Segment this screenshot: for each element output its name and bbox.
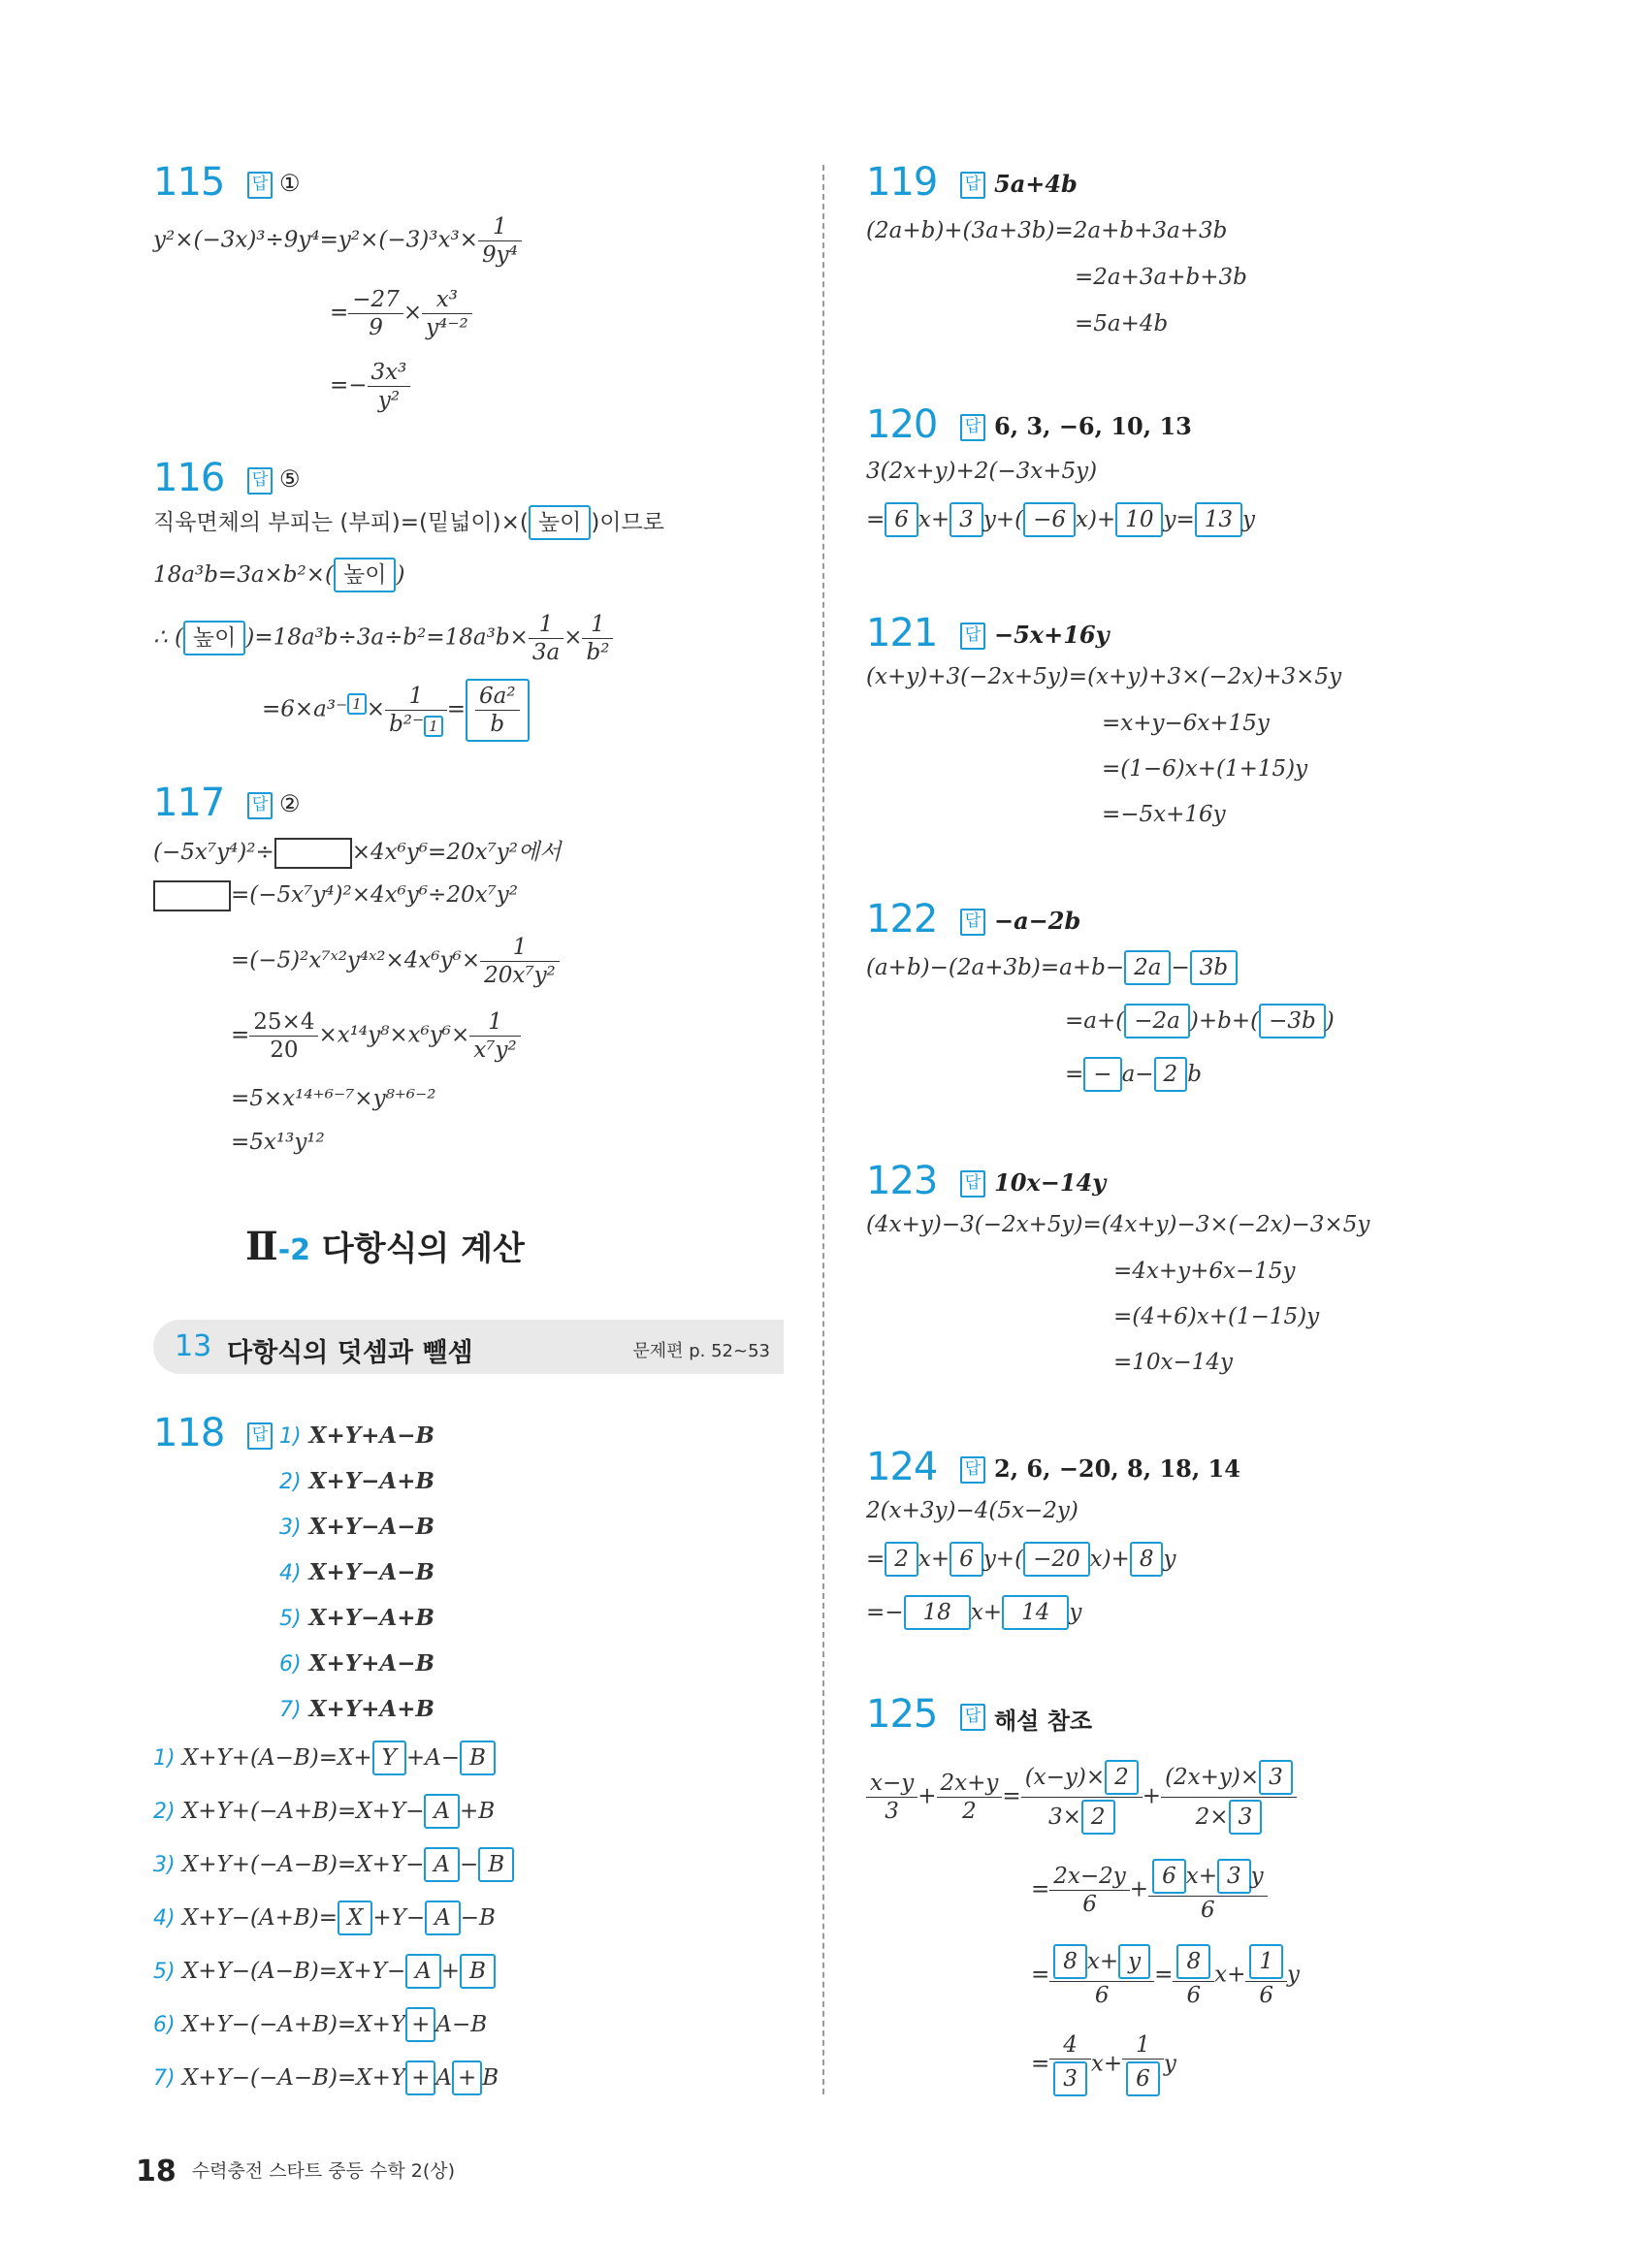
answer-box: A — [424, 1794, 460, 1829]
answer-badge: 답 — [960, 1456, 985, 1484]
solution-line — [153, 1954, 496, 1989]
answer-badge: 답 — [960, 623, 985, 650]
expr: + — [1142, 1783, 1162, 1809]
solution-line — [330, 359, 410, 414]
item-number: 5) — [153, 1960, 176, 1984]
solution-line — [1031, 2031, 1176, 2098]
expr: X+Y+(−A+B)=X+Y− — [181, 1799, 425, 1824]
unit-number: 13 — [175, 1329, 212, 1363]
problem-number: 123 — [866, 1159, 938, 1203]
answer-box: A — [425, 1901, 461, 1935]
solution-line — [153, 1901, 496, 1935]
solution-line — [153, 213, 522, 269]
frac-bottom: 3a — [531, 640, 561, 665]
frac-top: 2x+y — [937, 1770, 1003, 1798]
expr: × — [563, 624, 583, 651]
expr: b — [1187, 1062, 1202, 1087]
page-number: 18 — [136, 2155, 177, 2188]
answer-box: −20 — [1023, 1542, 1090, 1577]
solution-line — [866, 1542, 1175, 1577]
frac-top — [1021, 1758, 1143, 1798]
answer-item — [279, 1605, 435, 1631]
expr: ) — [1325, 1008, 1335, 1034]
solution-line: =(1−6)x+(1+15)y — [1102, 756, 1308, 782]
answer-box: 높이 — [334, 558, 396, 592]
item-value: X+Y+A−B — [308, 1422, 435, 1449]
expr: × — [366, 696, 386, 722]
item-number: 3) — [279, 1516, 302, 1540]
item-number: 7) — [279, 1698, 302, 1722]
expr: x+ — [1086, 1949, 1119, 1974]
column-divider — [822, 165, 824, 2094]
text: 직육면체의 부피는 (부피)=(밑넓이)×( — [153, 510, 529, 535]
solution-line: =(4+6)x+(1−15)y — [1113, 1304, 1320, 1329]
answer-box: 2 — [885, 1542, 918, 1577]
solution-line: (x+y)+3(−2x+5y)=(x+y)+3×(−2x)+3×5y — [866, 664, 1342, 689]
answer-box: 3 — [950, 502, 983, 537]
answer-box: A — [405, 1954, 441, 1989]
expr: y+( — [982, 507, 1024, 532]
frac-top: 1 — [478, 213, 522, 241]
expr: +B — [460, 1799, 496, 1824]
frac-bottom: b² — [586, 640, 610, 665]
problem-number: 117 — [153, 781, 225, 825]
answer-badge: 답 — [960, 1170, 985, 1198]
answer-item — [279, 1468, 435, 1494]
expr: 3× — [1047, 1805, 1081, 1830]
frac-bottom: 3 — [885, 1799, 899, 1824]
expr: ) — [396, 562, 405, 588]
answer-box: + — [405, 2060, 435, 2095]
solution-line: (2a+b)+(3a+3b)=2a+b+3a+3b — [866, 218, 1228, 243]
unit-bar — [153, 1320, 784, 1374]
answer-box: 18 — [904, 1595, 971, 1630]
solution-line — [153, 2007, 487, 2042]
solution-line — [153, 880, 518, 911]
frac-bottom: 6 — [1259, 1983, 1273, 2008]
frac-bottom — [1122, 2060, 1164, 2098]
expr: x+ — [1185, 1864, 1217, 1889]
item-number: 2) — [279, 1470, 302, 1494]
solution-line — [330, 286, 472, 341]
expr: X+Y−(−A+B)=X+Y — [181, 2012, 406, 2037]
problem-number: 125 — [866, 1692, 938, 1737]
item-number: 5) — [279, 1607, 302, 1631]
frac-top — [1049, 1942, 1154, 1982]
solution-line — [153, 1794, 495, 1829]
solution-line: 3(2x+y)+2(−3x+5y) — [866, 459, 1098, 484]
frac-top — [1161, 1758, 1297, 1798]
expr: x+ — [918, 507, 950, 532]
frac-bottom: 6 — [1082, 1892, 1097, 1917]
expr: −B — [460, 1905, 496, 1931]
answer-box: 6 — [1126, 2061, 1160, 2096]
expr: =(−5x⁷y⁴)²×4x⁶y⁶÷20x⁷y² — [231, 882, 519, 908]
answer-box: 3 — [1229, 1800, 1263, 1835]
frac-bottom: x⁷y² — [473, 1038, 517, 1063]
answer-box: 2 — [1105, 1760, 1139, 1795]
expr: X+Y+(A−B)=X+ — [181, 1745, 372, 1771]
answer-box: 6 — [1152, 1859, 1186, 1894]
frac-bottom — [1049, 2060, 1091, 2098]
answer-box: 8 — [1053, 1944, 1087, 1979]
item-number: 1) — [279, 1424, 302, 1449]
answer-box: 10 — [1115, 502, 1163, 537]
solution-line — [866, 950, 1238, 985]
frac-top: −27 — [348, 286, 403, 314]
answer-badge: 답 — [247, 172, 273, 199]
answer: ⑤ — [279, 465, 301, 493]
problem-number: 116 — [153, 456, 225, 500]
answer-box: 1 — [347, 693, 367, 715]
expr: X+Y−(A−B)=X+Y− — [181, 1959, 406, 1984]
answer-box: 1 — [1249, 1944, 1283, 1979]
answer: 2, 6, −20, 8, 18, 14 — [994, 1454, 1240, 1483]
solution-line — [866, 502, 1255, 537]
answer-badge: 답 — [247, 792, 273, 819]
expr: = — [866, 1547, 885, 1572]
frac-bottom: 20 — [270, 1038, 299, 1063]
expr: = — [866, 507, 885, 532]
expr: )+b+( — [1189, 1008, 1260, 1034]
solution-line — [231, 1008, 521, 1064]
answer: 6, 3, −6, 10, 13 — [994, 412, 1192, 440]
item-value: X+Y−A−B — [308, 1514, 435, 1540]
expr: × — [402, 300, 423, 326]
frac-top: 25×4 — [249, 1008, 318, 1037]
answer-badge: 답 — [247, 1422, 273, 1450]
frac-top: 4 — [1049, 2031, 1091, 2060]
item-number: 3) — [153, 1853, 176, 1877]
answer-box: Y — [372, 1741, 406, 1775]
solution-line: =2a+3a+b+3b — [1075, 265, 1247, 290]
problem-number: 120 — [866, 402, 938, 447]
expr: x)+ — [1075, 507, 1116, 532]
solution-line — [1031, 1942, 1300, 2009]
item-number: 4) — [153, 1906, 176, 1931]
expr: + — [440, 1959, 461, 1984]
expr: (a+b)−(2a+3b)=a+b− — [866, 955, 1125, 980]
frac-bottom: y⁴⁻² — [426, 315, 468, 340]
item-value: X+Y−A+B — [308, 1605, 435, 1631]
answer-box: 높이 — [183, 621, 245, 655]
solution-line — [1065, 1057, 1202, 1092]
frac-bottom: 2 — [962, 1799, 977, 1824]
answer-item — [279, 1422, 435, 1449]
expr: +A− — [405, 1745, 460, 1771]
frac-top — [1148, 1857, 1268, 1897]
frac-top: 1 — [529, 611, 563, 639]
frac-bottom: 9 — [369, 315, 383, 340]
answer-box: B — [460, 1741, 496, 1775]
text: )이므로 — [591, 510, 664, 535]
item-value: X+Y+A+B — [308, 1696, 435, 1722]
answer-box: 2 — [1081, 1800, 1115, 1835]
section-roman: Ⅱ — [245, 1224, 278, 1269]
answer-box: A — [424, 1847, 460, 1882]
problem-number: 121 — [866, 611, 938, 655]
frac-top: 1 — [480, 934, 560, 962]
frac-bottom: 6 — [1186, 1983, 1202, 2008]
problem-number: 124 — [866, 1445, 938, 1489]
solution-line: =5x¹³y¹² — [231, 1130, 325, 1155]
answer-box: 높이 — [529, 505, 591, 540]
problem-number: 119 — [866, 160, 938, 205]
solution-line — [866, 1595, 1081, 1630]
frac-top: 3x³ — [368, 359, 411, 387]
answer-item — [279, 1696, 435, 1722]
unit-pages: 문제편 p. 52~53 — [632, 1341, 770, 1361]
frac-bottom: 20x⁷y² — [484, 963, 556, 988]
expr: = — [231, 1022, 250, 1048]
expr: =6×a³⁻ — [262, 696, 348, 722]
answer-badge: 답 — [960, 909, 985, 936]
item-value: X+Y+A−B — [308, 1650, 435, 1677]
frac-top: 1 — [469, 1008, 520, 1037]
expr: 2× — [1195, 1805, 1229, 1830]
answer-item — [279, 1559, 435, 1585]
problem-number: 115 — [153, 160, 225, 205]
expr: ∴ ( — [153, 624, 183, 651]
answer-box — [466, 679, 530, 742]
frac-top: 6a² — [475, 683, 520, 711]
frac-bottom: b — [490, 712, 505, 737]
expr: x+ — [970, 1600, 1003, 1625]
answer-box: −3b — [1259, 1004, 1326, 1038]
expr: − — [460, 1852, 479, 1877]
solution-line — [231, 934, 560, 989]
expr: x+ — [918, 1547, 950, 1572]
expr: =(−5)²x⁷ˣ²y⁴ˣ²×4x⁶y⁶× — [231, 947, 481, 974]
frac-top: 1 — [582, 611, 613, 639]
answer-box: B — [460, 1954, 496, 1989]
frac-bottom — [385, 711, 447, 738]
section-title-text: 다항식의 계산 — [321, 1230, 525, 1268]
solution-line — [153, 558, 404, 592]
frac-bottom: 9y⁴ — [481, 242, 518, 268]
expr: a− — [1121, 1062, 1154, 1087]
answer: ② — [279, 790, 301, 817]
expr: A−B — [435, 2012, 488, 2037]
answer-box: 13 — [1195, 502, 1242, 537]
expr: (x−y)× — [1024, 1765, 1106, 1790]
expr: B — [482, 2065, 499, 2091]
frac-top: 1 — [1122, 2031, 1164, 2060]
answer-box: − — [1083, 1057, 1121, 1092]
expr: A — [435, 2065, 453, 2091]
answer: −5x+16y — [994, 621, 1110, 649]
expr: x+ — [1214, 1962, 1246, 1988]
expr: + — [1129, 1876, 1149, 1902]
expr: ×4x⁶y⁶=20x⁷y²에서 — [351, 840, 562, 865]
expr: y — [1069, 1600, 1082, 1625]
blank-box — [274, 838, 352, 869]
expr: = — [446, 696, 466, 722]
expr: X+Y+(−A−B)=X+Y− — [181, 1852, 425, 1877]
book-title: 수력충전 스타트 중등 수학 2(상) — [191, 2160, 456, 2182]
expr: ×x¹⁴y⁸×x⁶y⁶× — [318, 1022, 470, 1048]
answer-box: 3 — [1053, 2061, 1087, 2096]
expr: y — [1163, 2051, 1176, 2077]
solution-line — [153, 2060, 499, 2095]
answer-item — [279, 1514, 435, 1540]
answer-box: 3 — [1259, 1760, 1293, 1795]
expr: y — [1242, 507, 1256, 532]
frac-bottom — [1021, 1798, 1143, 1837]
answer-box: y — [1118, 1944, 1150, 1979]
item-value: X+Y−A+B — [308, 1468, 435, 1494]
expr: )=18a³b÷3a÷b²=18a³b× — [245, 624, 529, 651]
item-number: 1) — [153, 1746, 176, 1771]
answer-badge: 답 — [960, 414, 985, 441]
expr: y= — [1163, 507, 1195, 532]
frac-top: 2x−2y — [1049, 1863, 1130, 1891]
blank-box — [153, 880, 231, 911]
answer-box: 3b — [1190, 950, 1238, 985]
expr: y — [1163, 1547, 1176, 1572]
answer-box: 14 — [1002, 1595, 1069, 1630]
solution-line: =5a+4b — [1075, 311, 1169, 336]
expr: x+ — [1090, 2051, 1123, 2077]
solution-line: (4x+y)−3(−2x+5y)=(4x+y)−3×(−2x)−3×5y — [866, 1212, 1370, 1237]
item-number: 2) — [153, 1800, 176, 1824]
solution-line: =5×x¹⁴⁺⁶⁻⁷×y⁸⁺⁶⁻² — [231, 1086, 436, 1111]
solution-line — [153, 1847, 514, 1882]
expr: X+Y−(A+B)= — [181, 1905, 338, 1931]
frac-top: x³ — [422, 286, 472, 314]
solution-line: =4x+y+6x−15y — [1113, 1259, 1296, 1284]
answer: 10x−14y — [994, 1168, 1107, 1197]
expr: + — [918, 1783, 937, 1809]
expr: y — [1286, 1962, 1300, 1988]
solution-line: =10x−14y — [1113, 1350, 1234, 1375]
item-number: 4) — [279, 1561, 302, 1585]
frac-bottom: 6 — [1201, 1898, 1215, 1923]
frac-bottom: y² — [377, 388, 401, 413]
expr: X+Y−(−A−B)=X+Y — [181, 2065, 406, 2091]
problem-number: 122 — [866, 897, 938, 942]
expr: = — [1031, 1962, 1050, 1988]
answer-box: 8 — [1130, 1542, 1164, 1577]
answer-box: B — [478, 1847, 514, 1882]
answer-box: 6 — [950, 1542, 983, 1577]
expr: =− — [330, 372, 368, 399]
frac-top — [1173, 1942, 1214, 1982]
expr: y²×(−3x)³÷9y⁴=y²×(−3)³x³× — [153, 227, 478, 253]
expr: +Y− — [372, 1905, 426, 1931]
expr: y — [1250, 1864, 1264, 1889]
frac-bottom: 6 — [1094, 1983, 1110, 2008]
answer: 해설 참조 — [994, 1708, 1093, 1735]
solution-line — [153, 611, 613, 666]
expr: =a+( — [1065, 1008, 1125, 1034]
solution-line — [262, 679, 530, 742]
solution-line: =−5x+16y — [1102, 802, 1226, 827]
answer-box: 8 — [1176, 1944, 1210, 1979]
solution-line — [866, 1758, 1297, 1837]
item-value: X+Y−A−B — [308, 1559, 435, 1585]
solution-line: 2(x+3y)−4(5x−2y) — [866, 1498, 1079, 1523]
frac-top — [1245, 1942, 1287, 1982]
expr: − — [1171, 955, 1190, 980]
problem-number: 118 — [153, 1411, 225, 1455]
answer-badge: 답 — [960, 1704, 985, 1731]
answer-box: 2 — [1154, 1057, 1188, 1092]
answer-box: X — [338, 1901, 372, 1935]
answer: −a−2b — [994, 907, 1081, 935]
item-number: 6) — [153, 2013, 176, 2037]
solution-line — [153, 834, 561, 869]
page-footer — [136, 2155, 455, 2188]
answer-badge: 답 — [960, 172, 985, 199]
section-title — [245, 1222, 525, 1269]
answer-box: 2a — [1124, 950, 1171, 985]
expr: = — [1031, 1876, 1050, 1902]
answer-item — [279, 1650, 435, 1677]
answer-box: 3 — [1217, 1859, 1251, 1894]
solution-line — [1031, 1857, 1268, 1924]
expr: = — [1031, 2051, 1050, 2077]
answer-box: + — [452, 2060, 482, 2095]
expr: 18a³b=3a×b²×( — [153, 562, 334, 588]
answer: ① — [279, 170, 301, 197]
answer-box: −2a — [1124, 1004, 1190, 1038]
expr: b²⁻ — [389, 712, 425, 737]
frac-bottom — [1161, 1798, 1297, 1837]
expr: = — [1154, 1962, 1174, 1988]
frac-top: 1 — [385, 683, 447, 711]
answer-box: 6 — [885, 502, 918, 537]
answer-badge: 답 — [247, 467, 273, 495]
expr: x)+ — [1089, 1547, 1130, 1572]
expr: y+( — [982, 1547, 1024, 1572]
unit-title: 다항식의 덧셈과 뺄셈 — [227, 1338, 473, 1368]
answer-box: −6 — [1023, 502, 1076, 537]
expr: (−5x⁷y⁴)²÷ — [153, 840, 274, 865]
solution-line — [153, 1741, 496, 1775]
solution-line — [1065, 1004, 1335, 1038]
expr: = — [1002, 1783, 1021, 1809]
answer-box: 1 — [424, 716, 443, 737]
section-number: -2 — [277, 1233, 311, 1267]
expr: = — [330, 300, 349, 326]
answer-box: + — [405, 2007, 435, 2042]
expr: = — [1065, 1062, 1084, 1087]
item-number: 6) — [279, 1652, 302, 1677]
expr: (2x+y)× — [1165, 1765, 1260, 1790]
item-number: 7) — [153, 2066, 176, 2091]
answer: 5a+4b — [994, 170, 1078, 198]
expr: =− — [866, 1600, 904, 1625]
frac-top: x−y — [866, 1770, 918, 1798]
solution-line: =x+y−6x+15y — [1102, 711, 1270, 736]
solution-line — [153, 504, 664, 540]
